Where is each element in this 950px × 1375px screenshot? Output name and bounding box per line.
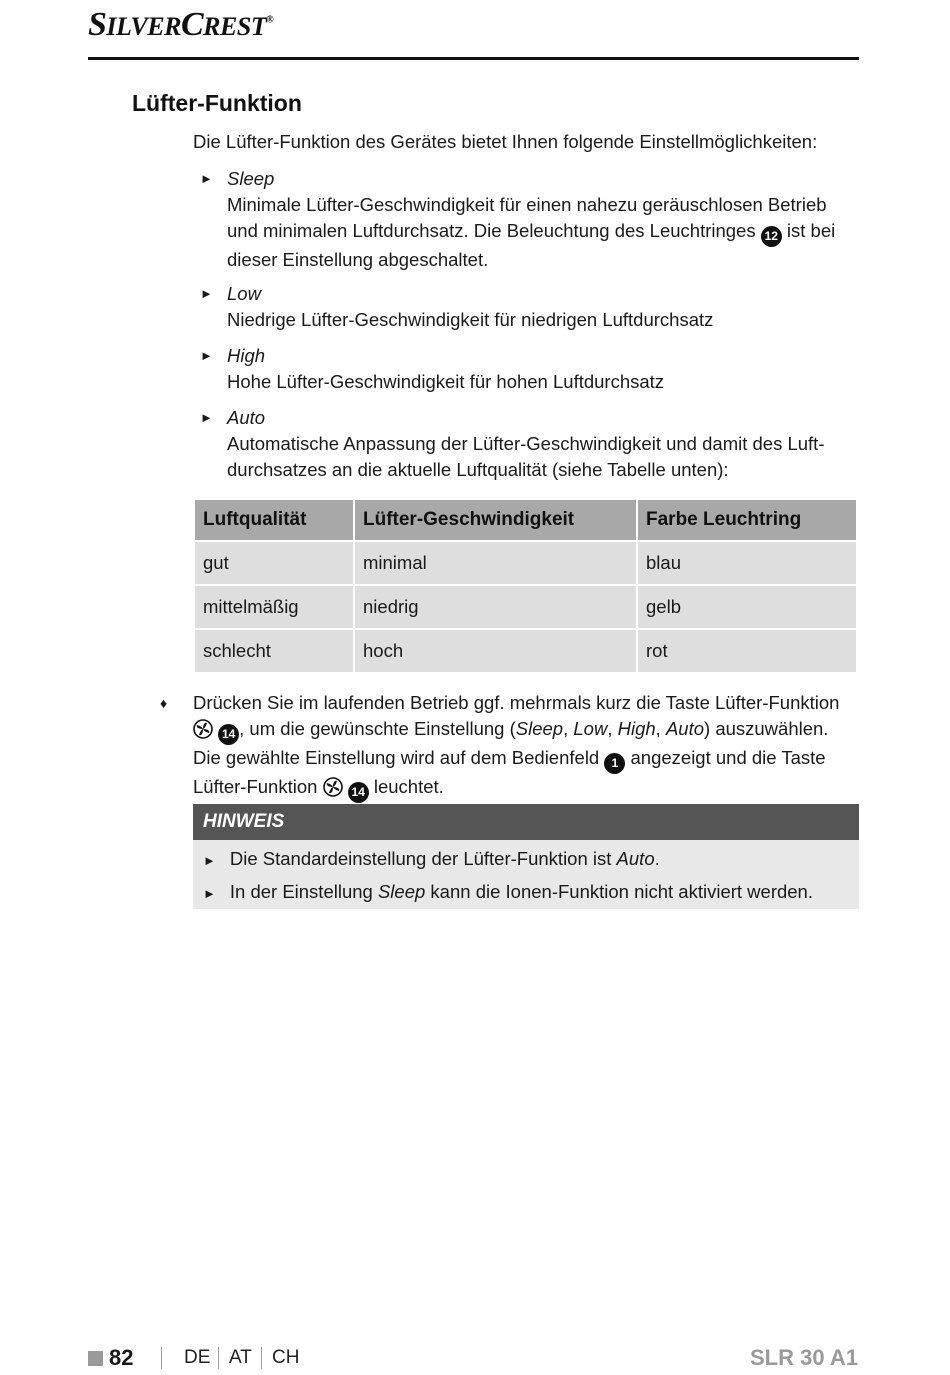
table-row [195,586,856,628]
square-icon [88,1351,103,1366]
triangle-right-icon: ► [200,171,213,186]
note-item: ► In der Einstellung Sleep kann die Ionen-Funktion nicht aktiviert werden. [203,881,813,902]
note-item: ► Die Standardeinstellung der Lüfter-Funktion ist Auto. [203,848,660,869]
number-14-icon: 14 [348,782,369,803]
table-row [195,542,856,584]
triangle-right-icon: ► [203,886,216,901]
divider [261,1347,262,1369]
column-header: Luftqualität [195,500,353,540]
option-name: Auto [227,407,266,428]
table-cell: gut [195,542,353,584]
table-cell: schlecht [195,630,353,672]
triangle-right-icon: ► [200,286,213,301]
language-code: AT [229,1347,252,1368]
option-description: Hohe Lüfter-Geschwindigkeit für hohen Luftdurchsatz [227,371,665,392]
language-code: CH [272,1347,300,1368]
table-header-row [195,500,856,540]
option-name: High [227,345,266,366]
column-header: Lüfter-Geschwindigkeit [355,500,636,540]
model-number: SLR 30 A1 [749,1345,858,1370]
note-box [193,840,859,909]
table-cell: minimal [355,542,636,584]
option-description: Niedrige Lüfter-Geschwindigkeit für niedrigen Luftdurchsatz [227,309,714,330]
table-cell: blau [638,542,856,584]
note-heading: HINWEIS [193,804,859,840]
triangle-right-icon: ► [203,853,216,868]
table-row [195,630,856,672]
number-14-icon: 14 [218,724,239,745]
divider [218,1347,219,1369]
number-12-icon: 12 [761,226,782,247]
triangle-right-icon: ► [200,410,213,425]
intro-text: Die Lüfter-Funktion des Gerätes bietet Ihnen folgende Einstellmöglichkeiten: [193,131,818,152]
table-cell: niedrig [355,586,636,628]
table-cell: hoch [355,630,636,672]
option-name: Sleep [227,168,275,189]
table-cell: gelb [638,586,856,628]
divider [161,1347,162,1369]
section-title: Lüfter-Funktion [132,90,302,116]
option-name: Low [227,283,261,304]
air-quality-table [193,498,858,674]
column-header: Farbe Leuchtring [638,500,856,540]
header-rule [88,57,859,60]
triangle-right-icon: ► [200,348,213,363]
fan-icon [323,777,343,797]
table-cell: mittelmäßig [195,586,353,628]
option-description: Minimale Lüfter-Geschwindigkeit für einen nahezu geräuschlosen Betrieb und minimalen Luftdurchsatz. Die Beleuchtung des Leuchtringes 12 ist bei dieser Einstellung abgeschaltet. [227,194,836,270]
number-1-icon: 1 [604,753,625,774]
silvercrest-logo: SILVERCREST® [88,6,274,43]
language-code: DE [184,1347,211,1368]
page-number: 82 [109,1345,134,1370]
table-cell: rot [638,630,856,672]
page-footer [0,1345,950,1375]
fan-icon [193,719,213,739]
instruction-text: Drücken Sie im laufenden Betrieb ggf. mehrmals kurz die Taste Lüfter-Funktion 14 , um die gewünschte Einstellung (Sleep, Low, High, Auto) auszuwählen. Die gewählte Einstellung wird auf dem Bedienfeld 1 angezeigt und die Taste Lüfter-Funktion 14 leuchtet. [193,690,848,803]
diamond-bullet-icon: ♦ [160,695,168,711]
option-description: Automatische Anpassung der Lüfter-Geschwindigkeit und damit des Luft-durchsatzes an die aktuelle Luftqualität (siehe Tabelle unten): [227,433,825,480]
